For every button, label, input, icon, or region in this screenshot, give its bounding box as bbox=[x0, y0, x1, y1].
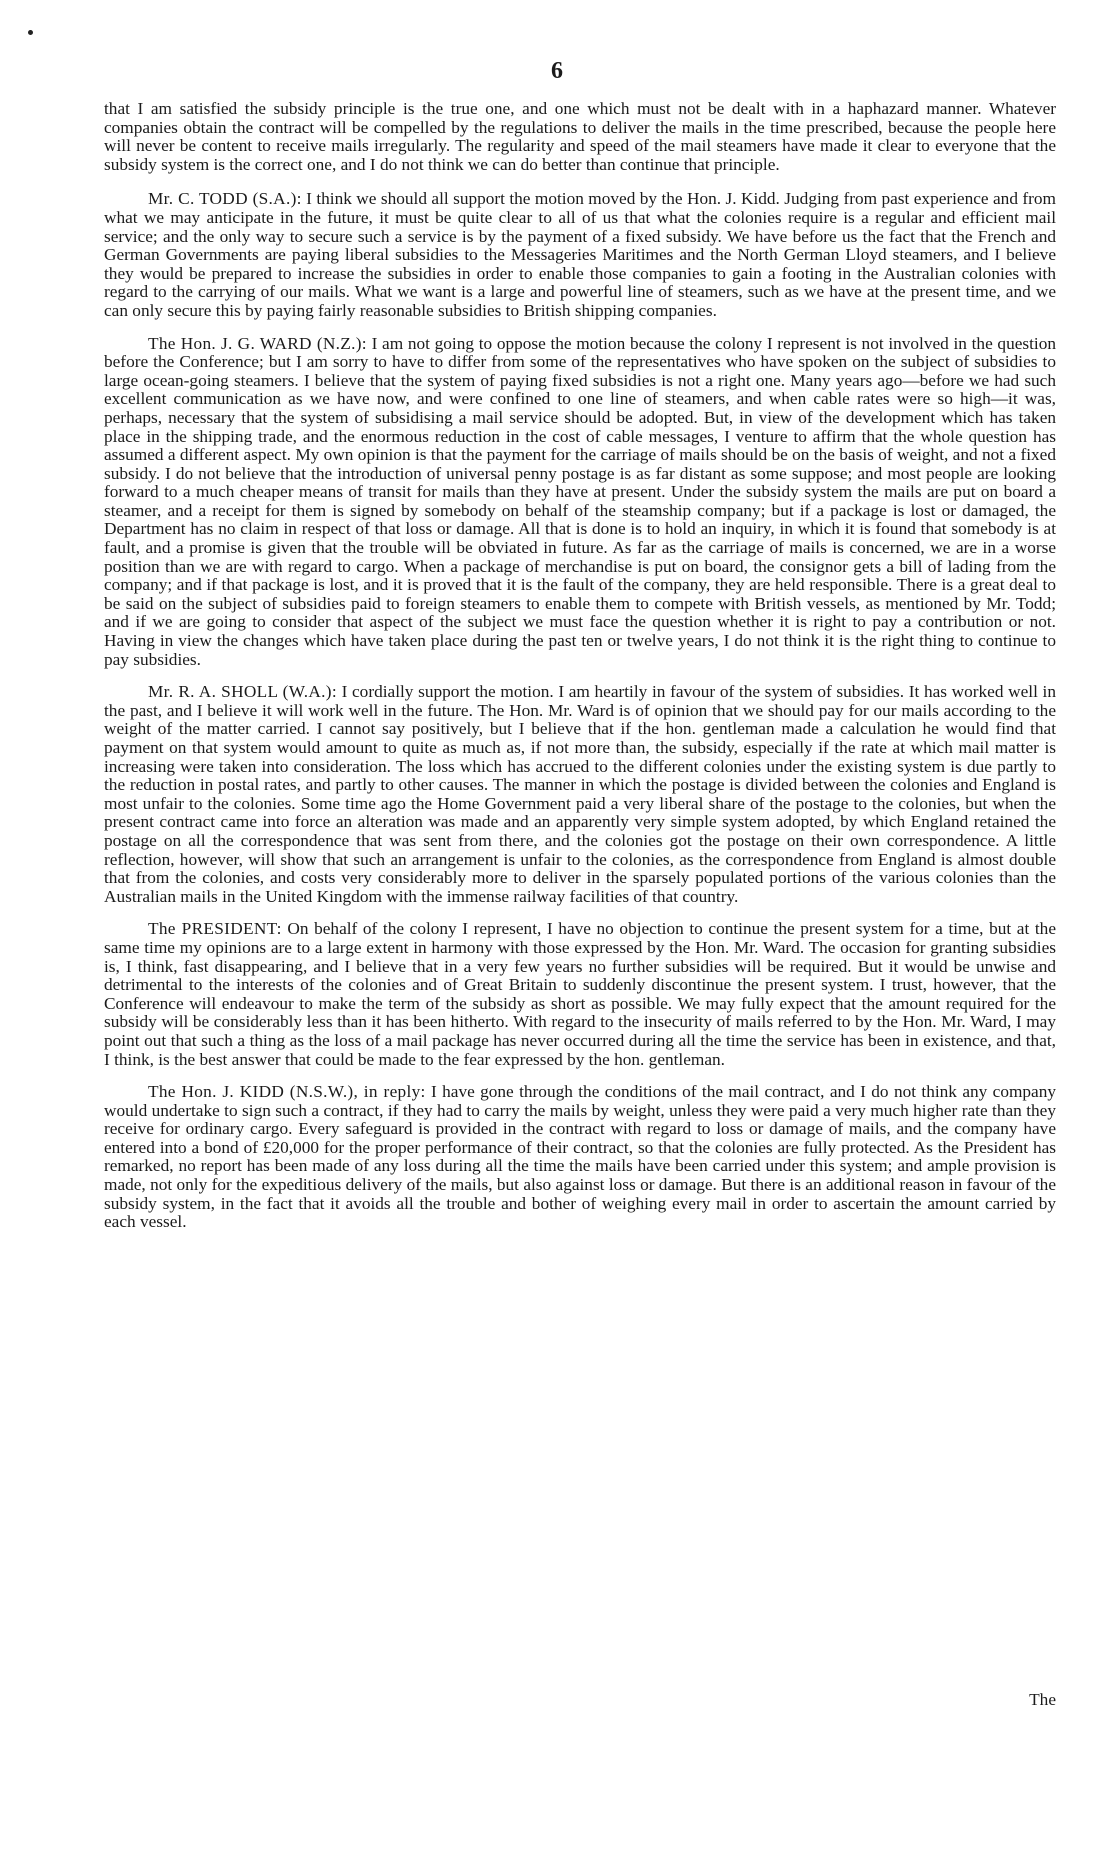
paragraph-text: I cordially support the motion. I am heartily in favour of the system of subsidies. It has worked well in the past, and I believe it will work well in the future. The Hon. Mr. Ward is of opinion that we should pay for our mails according to the weight of the matter carried. I cannot say positively, but I believe that if the hon. gentleman made a calculation he would find that payment on that system would amount to quite as much as, if not more than, the subsidy, especially if the rate at which mail matter is increasing were taken into consideration. The loss which has accrued to the different colonies under the existing system is due partly to the reduction in postal rates, and partly to other causes. The manner in which the postage is divided between the colonies and England is most unfair to the colonies. Some time ago the Home Government paid a very liberal share of the postage to the colonies, but when the present contract came into force an alteration was made and an apparently very simple system adopted, by which England retained the postage on all the correspondence that was sent from there, and the colonies got the postage on their own correspondence. A little reflection, however, will show that such an arrangement is unfair to the colonies, as the correspondence from England is almost double that from the colonies, and costs very considerably more to deliver in the sparsely populated portions of the various colonies than the Australian mails in the United Kingdom with the immense railway facilities of that country. bbox=[104, 682, 1057, 906]
paragraph-text: I am not going to oppose the motion because the colony I represent is not involved in the question before the Conference; but I am sorry to have to differ from some of the representatives who have spoken on the subject of subsidies to large ocean-going steamers. I believe that the system of paying fixed subsidies is not a right one. Many years ago—before we had such excellent communication as we have now, and were confined to one line of steamers, and when cable rates were so high—it was, perhaps, necessary that the system of subsidising a mail service should be adopted. But, in view of the development which has taken place in the shipping trade, and the enormous reduction in the cost of cable messages, I venture to affirm that the whole question has assumed a different aspect. My own opinion is that the payment for the carriage of mails should be on the basis of weight, and not a fixed subsidy. I do not believe that the introduction of universal penny postage is as far distant as some suppose; and most people are looking forward to a much cheaper means of transit for mails than they have at present. Under the subsidy system the mails are put on board a steamer, and a receipt for them is signed by somebody on behalf of the steamship company; but if a package is lost or damaged, the Department has no claim in respect of that loss or damage. All that is done is to hold an inquiry, in which it is found that somebody is at fault, and a promise is given that the trouble will be obviated in future. As far as the carriage of mails is concerned, we are in a worse position than we are with regard to cargo. When a package of merchandise is put on board, the consignor gets a bill of lading from the company; and if that package is lost, and it is proved that it is the fault of the company, they are held responsible. There is a great deal to be said on the subject of subsidies paid to foreign steamers to enable them to compete with British vessels, as mentioned by Mr. Todd; and if we are going to consider that aspect of the subject we must face the question whether it is right to pay a contribution or not. Having in view the changes which have taken place during the past ten or twelve years, I do not think it is the right thing to continue to pay subsidies. bbox=[104, 333, 1056, 669]
speaker-name: The Hon. J. KIDD (N.S.W.), in reply: bbox=[148, 1082, 426, 1102]
paragraph-text: I have gone through the conditions of the mail contract, and I do not think any company would undertake to sign such a contract, if they had to carry the mails by weight, unless they were paid a very much higher rate than they receive for ordinary cargo. Every safeguard is provided in the contract with regard to loss or damage of mails, and the company have entered into a bond of £20,000 for the proper performance of their contract, so that the colonies are fully protected. As the President has remarked, no report has been made of any loss during all the time the mails have been carried under this system; and ample provision is made, not only for the expeditious delivery of the mails, but also against loss or damage. But there is an additional reason in favour of the subsidy system, in the fact that it avoids all the trouble and bother of weighing every mail in order to ascertain the amount carried by each vessel. bbox=[104, 1082, 1056, 1232]
speaker-name: Mr. C. TODD (S.A.): bbox=[148, 189, 302, 209]
paragraph-text: On behalf of the colony I represent, I have no objection to continue the present system for a time, but at the same time my opinions are to a large extent in harmony with those expressed by the Hon. Mr. Ward. The occasion for granting subsidies is, I think, fast disappearing, and I believe that in a very few years no further subsidies will be required. But it would be unwise and detrimental to the interests of the colonies and of Great Britain to suddenly discontinue the present system. I trust, however, that the Conference will endeavour to make the term of the subsidy as short as possible. We may fully expect that the amount required for the subsidy will be considerably less than it has been hitherto. With regard to the insecurity of mails referred to by the Hon. Mr. Ward, I may point out that such a thing as the loss of a mail package has never occurred during all the time the service has been in existence, and that, I think, is the best answer that could be made to the fear expressed by the hon. gentleman. bbox=[104, 919, 1056, 1069]
paragraph-text: I think we should all support the motion moved by the Hon. J. Kidd. Judging from past experience and from what we may anticipate in the future, it must be quite clear to all of us that what the colonies require is a regular and efficient mail service; and the only way to secure such a service is by the payment of a fixed subsidy. We have before us the fact that the French and German Governments are paying liberal subsidies to the Messageries Maritimes and the North German Lloyd steamers, and I believe they would be prepared to increase the subsidies in order to enable those companies to gain a footing in the Australian colonies with regard to the carrying of our mails. What we want is a large and powerful line of steamers, such as we have at the present time, and we can only secure this by paying fairly reasonable subsidies to British shipping companies. bbox=[104, 189, 1056, 320]
speaker-name: The PRESIDENT: bbox=[148, 919, 282, 939]
paragraph-kidd bbox=[104, 1083, 1056, 1232]
paragraph-text: that I am satisfied the subsidy principle is the true one, and one which must not be dealt with in a haphazard manner. Whatever companies obtain the contract will be compelled by the regulations to deliver the mails in the time prescribed, because the people here will never be content to receive mails irregularly. The regularity and speed of the mail steamers have made it clear to everyone that the subsidy system is the correct one, and I do not think we can do better than continue that principle. bbox=[104, 99, 1056, 174]
body-text bbox=[104, 100, 1056, 1246]
page-number: 6 bbox=[551, 58, 563, 84]
paragraph-sholl bbox=[104, 683, 1056, 906]
paragraph-president bbox=[104, 920, 1056, 1069]
paragraph-todd bbox=[104, 190, 1056, 320]
catchword: The bbox=[1029, 1690, 1056, 1709]
speaker-name: Mr. R. A. SHOLL (W.A.): bbox=[148, 682, 337, 702]
speaker-name: The Hon. J. G. WARD (N.Z.): bbox=[148, 333, 367, 353]
paragraph-continuation bbox=[104, 100, 1056, 174]
margin-mark bbox=[28, 30, 33, 35]
paragraph-ward bbox=[104, 335, 1056, 670]
